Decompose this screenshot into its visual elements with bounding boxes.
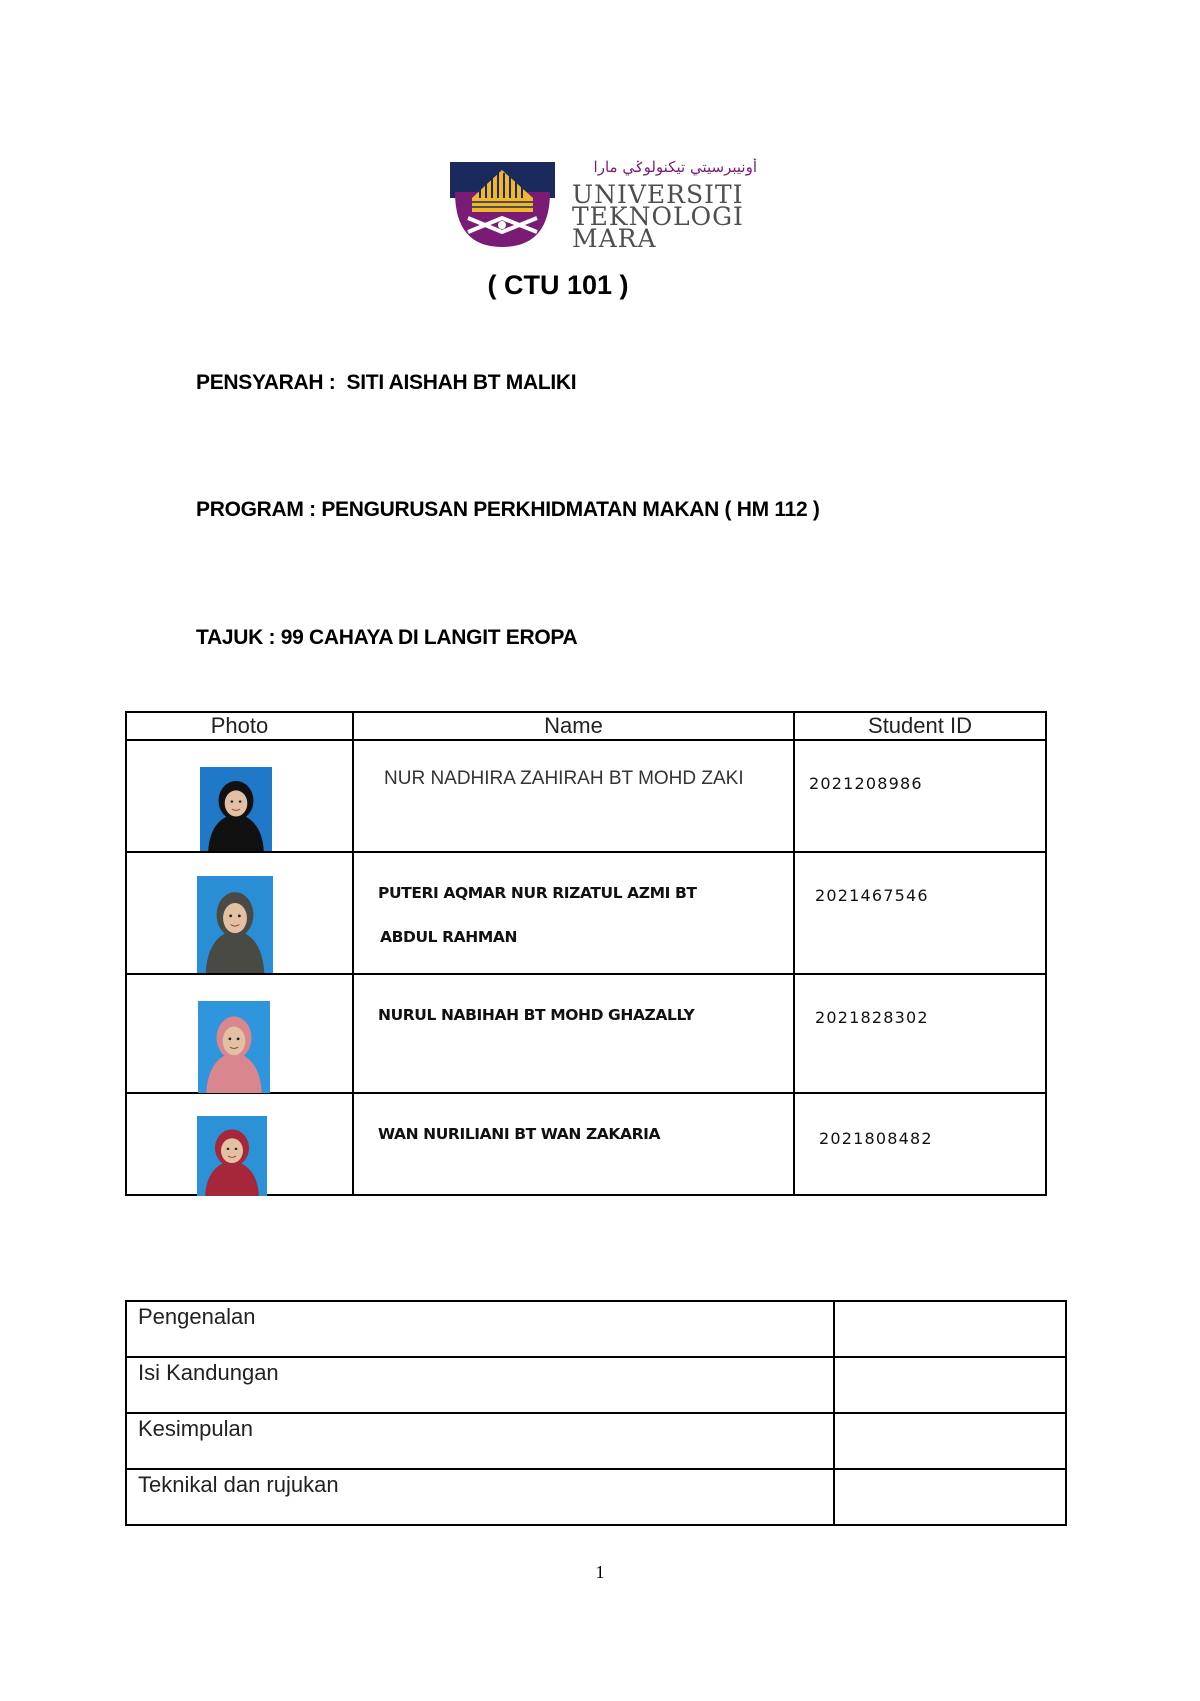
student-id: 2021808482 xyxy=(819,1129,933,1148)
student-name: PUTERI AQMAR NUR RIZATUL AZMI BT ABDUL RAHMAN xyxy=(378,884,697,946)
page-number: 1 xyxy=(595,1562,605,1582)
title-line xyxy=(196,626,577,650)
lecturer-label: PENSYARAH : xyxy=(196,371,336,394)
assessment-mark-cell xyxy=(834,1357,1066,1413)
assessment-item: Pengenalan xyxy=(126,1301,834,1357)
logo-line-teknologi: TEKNOLOGI xyxy=(572,202,744,231)
lecturer-value: SITI AISHAH BT MALIKI xyxy=(346,371,577,394)
program-line xyxy=(196,498,820,522)
uitm-logo xyxy=(450,158,760,253)
header-student-id: Student ID xyxy=(794,712,1046,740)
name-cell xyxy=(353,974,794,1093)
name-cell xyxy=(353,740,794,852)
table-row xyxy=(126,1093,1046,1195)
title-label: TAJUK : xyxy=(196,626,276,649)
student-id: 2021828302 xyxy=(815,1008,929,1027)
name-cell xyxy=(353,852,794,974)
logo-line-mara: MARA xyxy=(572,224,657,253)
student-name: WAN NURILIANI BT WAN ZAKARIA xyxy=(378,1125,661,1143)
lecturer-line xyxy=(196,371,576,395)
header-photo: Photo xyxy=(126,712,353,740)
name-cell xyxy=(353,1093,794,1195)
photo-cell xyxy=(126,974,353,1093)
header-name: Name xyxy=(353,712,794,740)
student-name: NURUL NABIHAH BT MOHD GHAZALLY xyxy=(378,1006,695,1024)
student-name: NUR NADHIRA ZAHIRAH BT MOHD ZAKI xyxy=(384,768,744,789)
photo-cell xyxy=(126,740,353,852)
assessment-mark-cell xyxy=(834,1413,1066,1469)
student-table-header xyxy=(126,712,1046,740)
student-id: 2021467546 xyxy=(815,886,929,905)
photo-cell xyxy=(126,852,353,974)
student-photo xyxy=(197,876,273,973)
student-photo xyxy=(197,1116,267,1196)
student-table xyxy=(125,711,1047,1196)
id-cell xyxy=(794,852,1046,974)
table-row xyxy=(126,1357,1066,1413)
assessment-item: Kesimpulan xyxy=(126,1413,834,1469)
uitm-emblem-icon xyxy=(450,162,555,247)
table-row xyxy=(126,1413,1066,1469)
assessment-mark-cell xyxy=(834,1469,1066,1525)
logo-line-universiti: UNIVERSITI xyxy=(572,180,744,209)
assessment-item: Teknikal dan rujukan xyxy=(126,1469,834,1525)
table-row xyxy=(126,974,1046,1093)
logo-arabic-text: أونيبرسيتي تيكنولوݢي مارا xyxy=(593,158,757,176)
table-row xyxy=(126,1469,1066,1525)
photo-cell xyxy=(126,1093,353,1195)
id-cell xyxy=(794,1093,1046,1195)
uitm-wordmark xyxy=(570,158,765,253)
student-id: 2021208986 xyxy=(809,774,923,793)
id-cell xyxy=(794,974,1046,1093)
title-value: 99 CAHAYA DI LANGIT EROPA xyxy=(280,626,578,649)
program-value: PENGURUSAN PERKHIDMATAN MAKAN ( HM 112 ) xyxy=(321,498,820,521)
id-cell xyxy=(794,740,1046,852)
program-label: PROGRAM : xyxy=(196,498,316,521)
table-row xyxy=(126,852,1046,974)
table-row xyxy=(126,740,1046,852)
assessment-table xyxy=(125,1300,1067,1526)
student-photo xyxy=(200,767,272,851)
assessment-item: Isi Kandungan xyxy=(126,1357,834,1413)
student-photo xyxy=(198,1001,270,1093)
course-code: ( CTU 101 ) xyxy=(487,270,629,300)
assessment-mark-cell xyxy=(834,1301,1066,1357)
table-row xyxy=(126,1301,1066,1357)
